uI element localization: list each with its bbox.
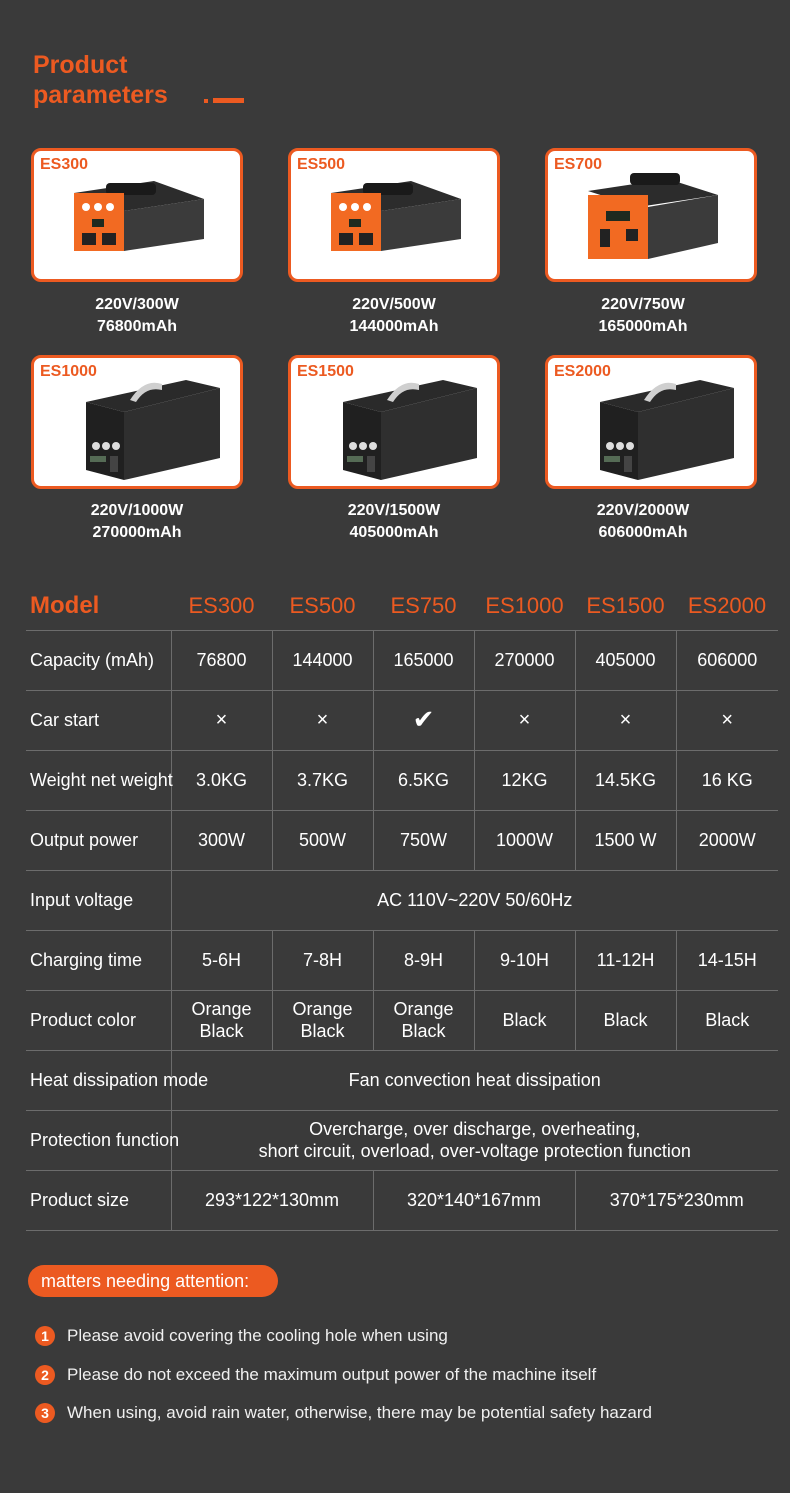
table-cell: 370*175*230mm	[575, 1170, 778, 1230]
notice-text: Please do not exceed the maximum output power of the machine itself	[67, 1365, 597, 1384]
header-label: Model	[30, 592, 100, 620]
product-spec-es500	[274, 294, 514, 338]
spec-power: 220V/500W	[352, 296, 436, 313]
number-3-icon: 3	[35, 1403, 55, 1423]
notice-text: Please avoid covering the cooling hole when using	[67, 1326, 448, 1345]
table-cell: 405000	[575, 630, 676, 690]
row-label: Product color	[26, 990, 171, 1050]
product-name: ES500	[297, 156, 346, 173]
product-card-es700	[545, 148, 757, 282]
color-orange: Orange	[393, 999, 454, 1019]
number-1-icon: 1	[35, 1326, 55, 1346]
cross-icon: ×	[316, 709, 329, 731]
row-label: Input voltage	[26, 870, 171, 930]
row-label: Heat dissipation mode	[26, 1050, 171, 1110]
spec-power: 220V/1500W	[347, 502, 441, 519]
model-header: ES1000	[485, 593, 564, 619]
spec-capacity: 270000mAh	[92, 524, 182, 541]
product-name: ES700	[554, 156, 603, 173]
cross-icon: ×	[721, 709, 734, 731]
table-header-row	[26, 583, 778, 630]
product-card-es2000	[545, 355, 757, 489]
table-row-output-power	[26, 810, 778, 870]
table-cell: 165000	[373, 630, 474, 690]
table-row-product-color	[26, 990, 778, 1050]
table-cell: 14.5KG	[575, 750, 676, 810]
model-header: ES2000	[687, 593, 767, 619]
product-spec-es1500	[274, 500, 514, 544]
table-row-capacity	[26, 630, 778, 690]
notice-item	[35, 1364, 596, 1386]
spec-capacity: 405000mAh	[349, 524, 439, 541]
product-spec-es700	[523, 294, 763, 338]
table-row-weight	[26, 750, 778, 810]
product-spec-es2000	[523, 500, 763, 544]
spec-capacity: 76800mAh	[96, 318, 178, 335]
model-header: ES300	[188, 593, 255, 619]
row-label: Protection function	[26, 1110, 171, 1170]
table-cell: 320*140*167mm	[373, 1170, 575, 1230]
page-title	[33, 50, 168, 110]
table-cell: 16 KG	[676, 750, 778, 810]
title-line-1: Product	[33, 51, 128, 79]
table-cell: 2000W	[676, 810, 778, 870]
table-cell: 3.0KG	[171, 750, 272, 810]
spec-power: 220V/1000W	[90, 502, 184, 519]
title-line-2: parameters	[33, 81, 168, 109]
table-cell: 750W	[373, 810, 474, 870]
table-cell: Black	[575, 990, 676, 1050]
table-cell: Black	[676, 990, 778, 1050]
protection-line-2: short circuit, overload, over-voltage protection function	[258, 1141, 691, 1161]
product-card-es500	[288, 148, 500, 282]
table-cell: Black	[474, 990, 575, 1050]
cross-icon: ×	[619, 709, 632, 731]
table-cell: 14-15H	[676, 930, 778, 990]
table-cell: 3.7KG	[272, 750, 373, 810]
table-cell: 8-9H	[373, 930, 474, 990]
row-label: Car start	[26, 690, 171, 750]
product-card-es300	[31, 148, 243, 282]
product-card-es1500	[288, 355, 500, 489]
table-cell	[171, 1110, 778, 1170]
table-cell	[272, 990, 373, 1050]
product-spec-es1000	[17, 500, 257, 544]
parameters-table	[26, 583, 778, 1231]
model-header: ES1500	[586, 593, 665, 619]
table-cell: 1500 W	[575, 810, 676, 870]
table-row-product-size	[26, 1170, 778, 1230]
table-cell: 9-10H	[474, 930, 575, 990]
table-row-car-start	[26, 690, 778, 750]
product-name: ES300	[40, 156, 89, 173]
product-name: ES1500	[297, 363, 354, 380]
table-cell: 300W	[171, 810, 272, 870]
model-header: ES750	[390, 593, 457, 619]
row-label: Product size	[26, 1170, 171, 1230]
color-orange: Orange	[292, 999, 353, 1019]
table-cell: 606000	[676, 630, 778, 690]
table-cell: 7-8H	[272, 930, 373, 990]
check-icon: ✔	[412, 703, 435, 734]
row-label: Charging time	[26, 930, 171, 990]
table-row-charging-time	[26, 930, 778, 990]
table-cell: 11-12H	[575, 930, 676, 990]
spec-capacity: 144000mAh	[349, 318, 439, 335]
product-name: ES1000	[40, 363, 97, 380]
table-cell: 500W	[272, 810, 373, 870]
table-cell: 5-6H	[171, 930, 272, 990]
table-cell: 6.5KG	[373, 750, 474, 810]
spec-power: 220V/2000W	[596, 502, 690, 519]
model-header: ES500	[289, 593, 356, 619]
row-label: Capacity (mAh)	[26, 630, 171, 690]
row-label: Output power	[26, 810, 171, 870]
spec-capacity: 606000mAh	[598, 524, 688, 541]
table-cell: Fan convection heat dissipation	[171, 1050, 778, 1110]
cross-icon: ×	[215, 709, 228, 731]
color-orange: Orange	[191, 999, 252, 1019]
table-row-protection	[26, 1110, 778, 1170]
table-cell: 1000W	[474, 810, 575, 870]
product-card-es1000	[31, 355, 243, 489]
table-cell: 270000	[474, 630, 575, 690]
notice-text: When using, avoid rain water, otherwise, there may be potential safety hazard	[67, 1403, 652, 1422]
spec-power: 220V/750W	[601, 296, 685, 313]
row-label: Weight net weight	[26, 750, 171, 810]
spec-capacity: 165000mAh	[598, 318, 688, 335]
color-black: Black	[199, 1021, 244, 1041]
color-black: Black	[300, 1021, 345, 1041]
color-black: Black	[401, 1021, 446, 1041]
table-cell	[171, 990, 272, 1050]
table-cell: 293*122*130mm	[171, 1170, 373, 1230]
product-spec-es300	[17, 294, 257, 338]
table-cell: 76800	[171, 630, 272, 690]
table-cell: AC 110V~220V 50/60Hz	[171, 870, 778, 930]
table-cell: 144000	[272, 630, 373, 690]
table-cell: 12KG	[474, 750, 575, 810]
table-cell	[373, 990, 474, 1050]
protection-line-1: Overcharge, over discharge, overheating,	[309, 1119, 641, 1139]
product-name: ES2000	[554, 363, 611, 380]
notice-item	[35, 1325, 448, 1347]
notice-item	[35, 1402, 652, 1424]
table-row-input-voltage	[26, 870, 778, 930]
attention-badge: matters needing attention:	[28, 1265, 278, 1297]
number-2-icon: 2	[35, 1365, 55, 1385]
table-row-heat-dissipation	[26, 1050, 778, 1110]
cross-icon: ×	[518, 709, 531, 731]
spec-power: 220V/300W	[95, 296, 179, 313]
